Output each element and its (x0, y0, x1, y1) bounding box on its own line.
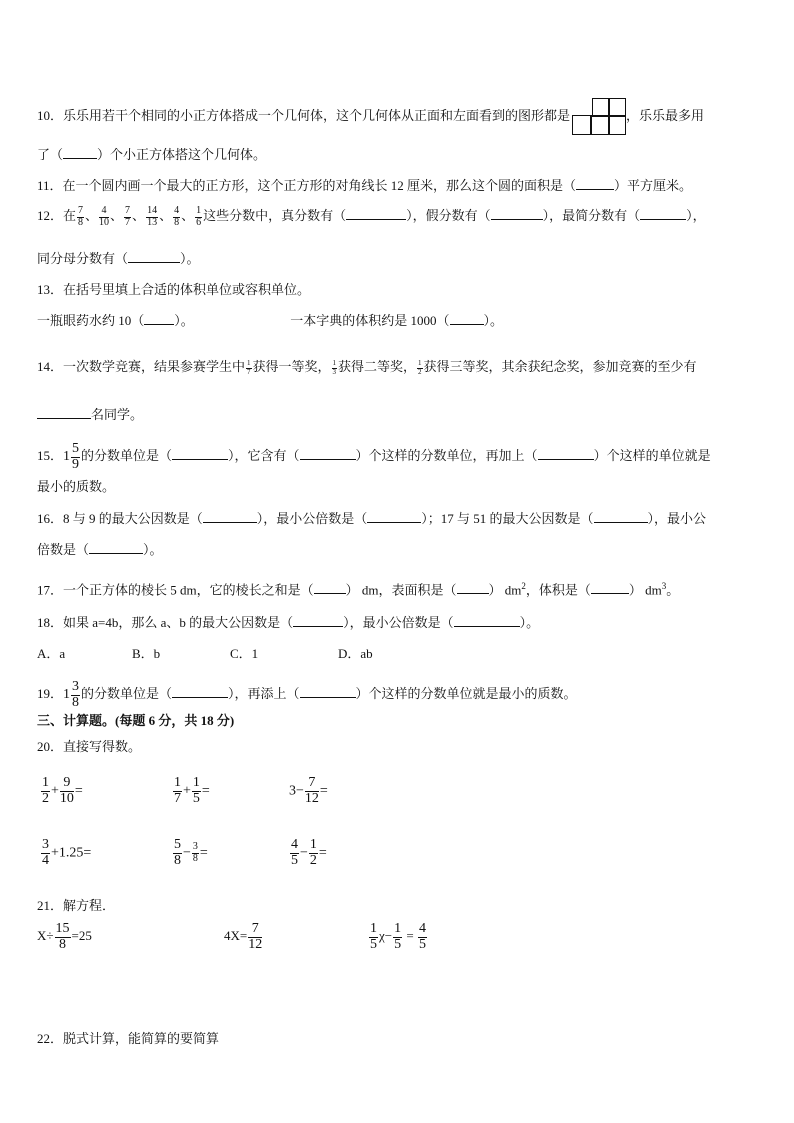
fraction: $\frac{4}{10}$ (99, 205, 110, 228)
question-10-line1 (37, 98, 704, 136)
answer-blank[interactable] (594, 510, 648, 523)
question-14-line1: 14．一次数学竞赛，结果参赛学生中 $\frac{1}{7}$ 获得一等奖， $\frac{1}{3}$ 获得二等奖， $\frac{1}{2}$ 获得三等奖，其余获纪念奖，参加竞赛的至少有 (37, 359, 697, 376)
answer-blank[interactable] (640, 207, 686, 220)
section-heading: 三、计算题。(每题 6 分，共 18 分) (37, 713, 235, 728)
option-b[interactable]: B．b (132, 646, 161, 661)
answer-blank[interactable] (128, 250, 180, 263)
calc-item: $\frac{4}{5}$ − $\frac{1}{2}$ = (291, 837, 327, 868)
option-c[interactable]: C．1 (230, 646, 259, 661)
answer-blank[interactable] (144, 312, 174, 325)
q10-text-d: ）个小正方体搭这个几何体。 (97, 147, 267, 162)
q10-text: 10．乐乐用若干个相同的小正方体搭成一个几何体，这个几何体从正面和左面看到的图形都是 (37, 107, 571, 123)
question-19: 19．1 $\frac{3}{8}$ 的分数单位是（ ），再添上（ ）个这样的分数单位就是最小的质数。 (37, 679, 577, 710)
fraction: $\frac{4}{8}$ (174, 205, 180, 228)
answer-blank[interactable] (367, 510, 421, 523)
question-17: 17．一个正方体的棱长 5 dm，它的棱长之和是（ ） dm，表面积是（ ） $dm^2$，体积是（ ） $dm^3$。 (37, 581, 680, 598)
q18-text: 18．如果 a=4b，那么 a、b 的最大公因数是（ (37, 615, 294, 630)
q10-text-b: ，乐乐最多用 (626, 107, 705, 123)
answer-blank[interactable] (172, 447, 228, 460)
answer-blank[interactable] (576, 177, 614, 190)
calc-item: $\frac{5}{8}$ − $\frac{3}{8}$ = (174, 837, 208, 868)
exponent: 3 (661, 581, 667, 591)
q12-prefix: 12．在 (37, 207, 77, 223)
fraction: $\frac{1}{7}$ (247, 359, 251, 376)
fraction: $\frac{5}{9}$ (72, 441, 80, 472)
answer-blank[interactable] (538, 447, 594, 460)
option-a[interactable]: A．a (37, 646, 66, 661)
calc-item: $\frac{1}{7}$ + $\frac{1}{5}$ = (174, 775, 210, 806)
question-10-line2 (37, 146, 266, 163)
answer-blank[interactable] (37, 406, 91, 419)
fraction: $\frac{1}{6}$ (196, 205, 202, 228)
q16-text: 16．8 与 9 的最大公因数是（ (37, 511, 203, 526)
q11-text: 11．在一个圆内画一个最大的正方形，这个正方形的对角线长 12 厘米，那么这个圆的面积是（ (37, 178, 577, 193)
q13-title: 13．在括号里填上合适的体积单位或容积单位。 (37, 282, 311, 297)
exponent: 2 (521, 581, 526, 591)
question-15-line2 (37, 479, 115, 495)
question-11 (37, 177, 692, 194)
q15-number: 15． (37, 448, 64, 464)
q10-text-c: 了（ (37, 147, 64, 162)
calc-item: $\frac{3}{4}$ +1.25= (42, 837, 92, 868)
q12-text-a: 这些分数中，真分数有（ (203, 207, 347, 223)
cube-view-figure (570, 98, 626, 136)
question-16-line1: 16．8 与 9 的最大公因数是（ ），最小公倍数是（ ）；17 与 51 的最大公因数是（ ），最小公 (37, 511, 707, 526)
answer-blank[interactable] (591, 581, 629, 594)
fraction: $\frac{3}{8}$ (72, 679, 80, 710)
equation-item: 4X= $\frac{7}{12}$ (224, 921, 263, 952)
question-21-title: 21．解方程． (37, 898, 116, 913)
question-18: 18．如果 a=4b，那么 a、b 的最大公因数是（ ），最小公倍数是（ ）。 (37, 615, 540, 630)
question-20-title: 20．直接写得数。 (37, 739, 142, 754)
answer-blank[interactable] (450, 312, 484, 325)
q15-text: 的分数单位是（ (81, 448, 173, 464)
answer-blank[interactable] (172, 685, 228, 698)
question-15-line1: 15．1 $\frac{5}{9}$ 的分数单位是（ ），它含有（ ）个这样的分数单位，再加上（ ）个这样的单位就是 (37, 441, 711, 472)
q16-text-b: 倍数是（ (37, 542, 90, 557)
q11-text-b: ）平方厘米。 (614, 178, 693, 193)
fraction: $\frac{7}{7}$ (125, 205, 131, 228)
question-14-line2 (37, 406, 143, 423)
q14-text: 14．一次数学竞赛，结果参赛学生中 (37, 359, 246, 374)
answer-blank[interactable] (346, 207, 406, 220)
fraction: $\frac{14}{13}$ (147, 205, 158, 228)
fraction: $\frac{1}{2}$ (418, 359, 422, 376)
answer-blank[interactable] (293, 614, 343, 627)
q19-text: 的分数单位是（ (81, 686, 173, 702)
q12-text-e: 同分母分数有（ (37, 251, 129, 266)
q19-number: 19． (37, 686, 64, 702)
q13-item-b: 一本字典的体积约是 1000（ (290, 313, 450, 328)
answer-blank[interactable] (491, 207, 543, 220)
mixed-whole: 1 (63, 449, 71, 465)
fraction: $\frac{1}{3}$ (332, 359, 337, 376)
q15-text-b: 最小的质数。 (37, 479, 116, 494)
answer-blank[interactable] (300, 447, 356, 460)
question-13-items: 一瓶眼药水约 10（ ）。 一本字典的体积约是 1000（ ）。 (37, 313, 504, 328)
equation-item: X÷ $\frac{15}{8}$ =25 (37, 921, 92, 952)
answer-blank[interactable] (89, 541, 143, 554)
answer-blank[interactable] (63, 146, 97, 159)
answer-blank[interactable] (457, 581, 489, 594)
question-18-options (37, 646, 373, 662)
question-12-line1: 12．在 $\frac{7}{8}$ 、 $\frac{4}{10}$ 、 $\frac{7}{7}$ 、 $\frac{14}{13}$ 、 $\frac{4}{8}$ 、 $\frac{1}{6}$ 这些分数中，真分数有（ ），假分数有（ ），最简分数有（ ）， (37, 205, 706, 228)
question-22-title: 22．脱式计算，能简算的要简算 (37, 1031, 220, 1046)
answer-blank[interactable] (203, 510, 257, 523)
calc-item: 3− $\frac{7}{12}$ = (289, 775, 328, 806)
answer-blank[interactable] (300, 685, 356, 698)
answer-blank[interactable] (314, 581, 346, 594)
question-12-line2: 同分母分数有（ ）。 (37, 251, 200, 266)
mixed-whole: 1 (63, 687, 71, 703)
question-16-line2: 倍数是（ ）。 (37, 542, 163, 557)
q14-text-b: 名同学。 (91, 407, 144, 422)
q13-item-a: 一瓶眼药水约 10（ (37, 313, 145, 328)
answer-blank[interactable] (454, 614, 520, 627)
question-13-title (37, 282, 310, 298)
fraction: $\frac{7}{8}$ (78, 205, 84, 228)
equation-item: $\frac{1}{5}$ χ− $\frac{1}{5}$ = $\frac{4}{5}$ (370, 921, 426, 952)
calc-item: $\frac{1}{2}$ + $\frac{9}{10}$ = (42, 775, 83, 806)
option-d[interactable]: D．ab (338, 646, 373, 661)
q17-text: 17．一个正方体的棱长 5 dm，它的棱长之和是（ (37, 582, 314, 598)
